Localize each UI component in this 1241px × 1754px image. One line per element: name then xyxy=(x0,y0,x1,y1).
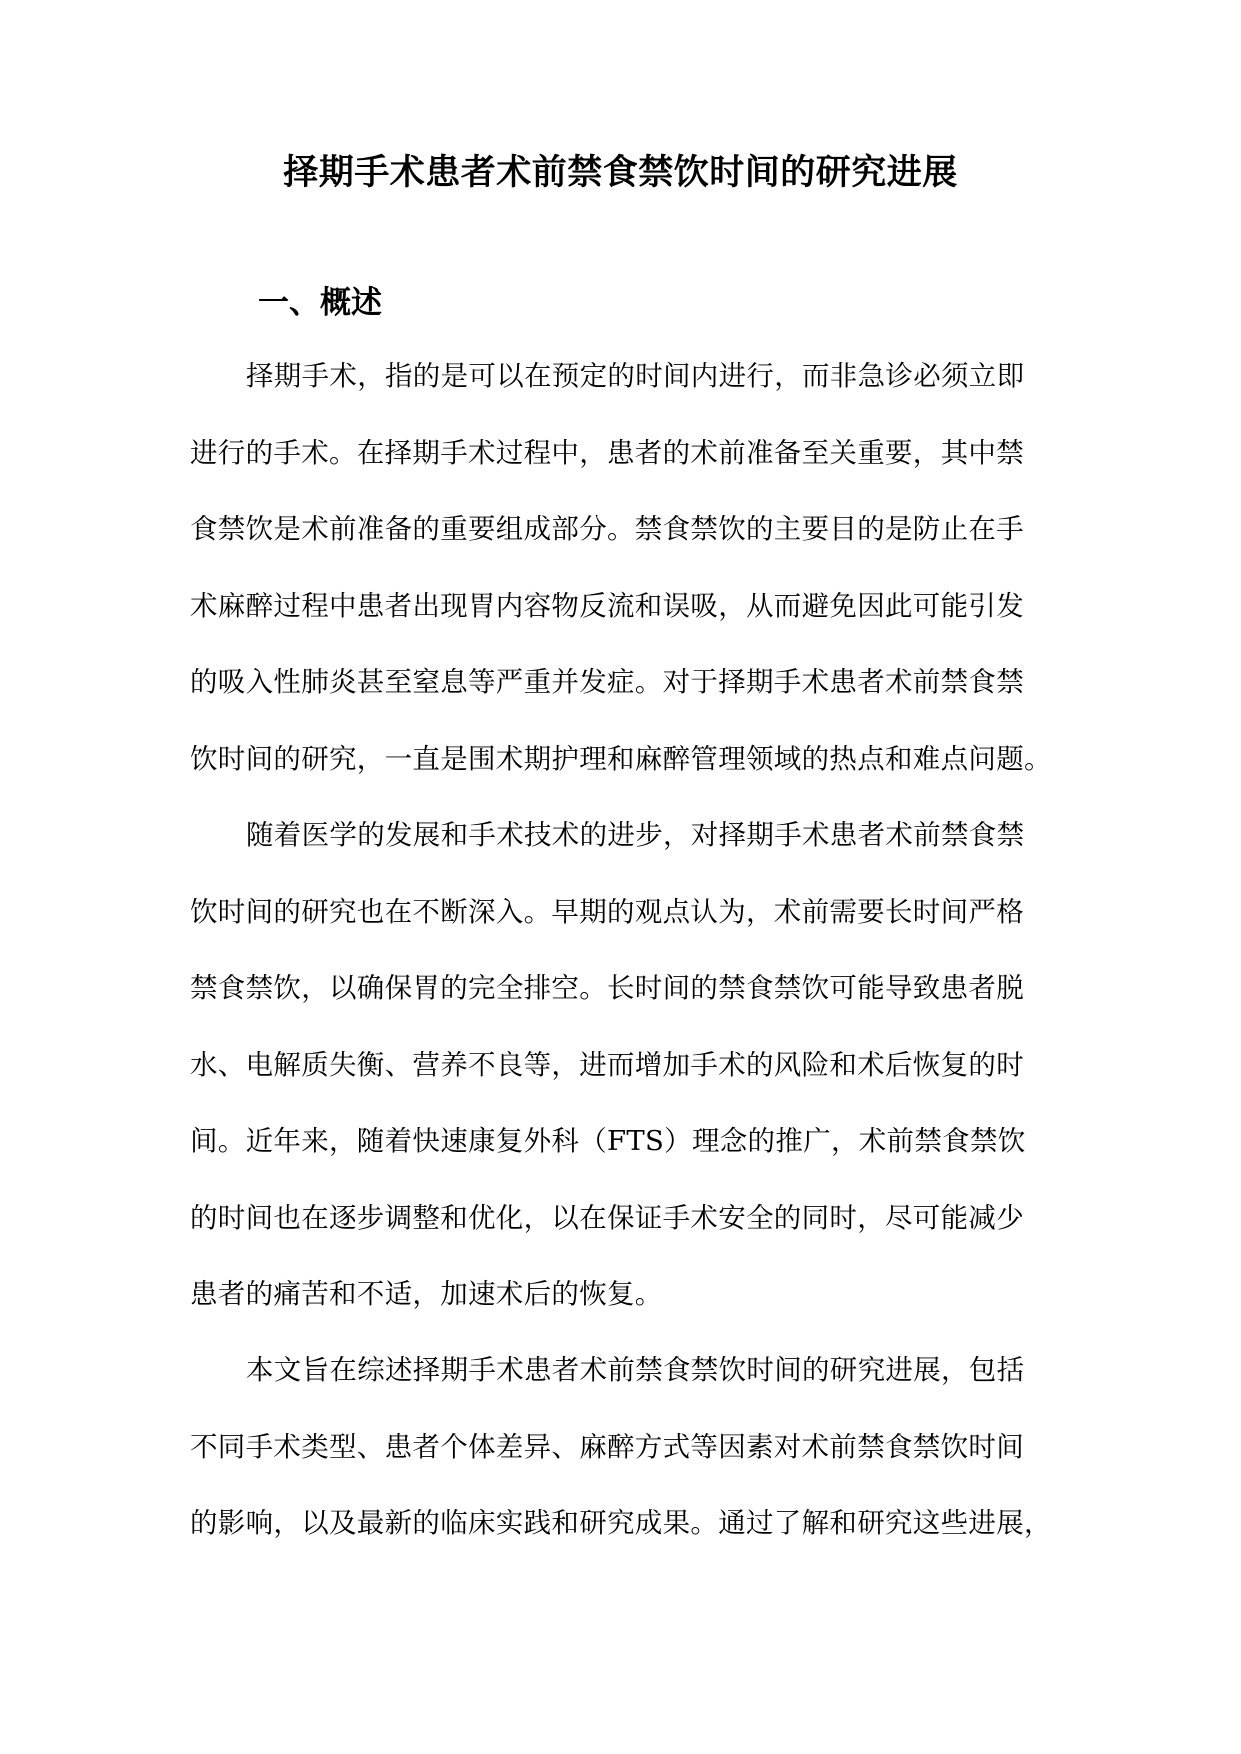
paragraph-line: 随着医学的发展和手术技术的进步，对择期手术患者术前禁食禁 xyxy=(246,819,1025,851)
paragraph-line: 术麻醉过程中患者出现胃内容物反流和误吸，从而避免因此可能引发 xyxy=(190,589,1024,622)
paragraph-line: 的影响，以及最新的临床实践和研究成果。通过了解和研究这些进展， xyxy=(190,1507,1052,1539)
paragraph-line: 本文旨在综述择期手术患者术前禁食禁饮时间的研究进展，包括 xyxy=(246,1354,1025,1386)
document-title: 择期手术患者术前禁食禁饮时间的研究进展 xyxy=(283,152,958,193)
paragraph-line: 的时间也在逐步调整和优化，以在保证手术安全的同时，尽可能减少 xyxy=(190,1201,1024,1234)
paragraph-line: 择期手术，指的是可以在预定的时间内进行，而非急诊必须立即 xyxy=(246,360,1025,392)
section-heading: 一、概述 xyxy=(258,285,382,321)
paragraph-line: 不同手术类型、患者个体差异、麻醉方式等因素对术前禁食禁饮时间 xyxy=(190,1430,1024,1463)
paragraph-2 xyxy=(190,797,1056,1333)
paragraph-line: 患者的痛苦和不适，加速术后的恢复。 xyxy=(190,1278,663,1310)
paragraph-line: 进行的手术。在择期手术过程中，患者的术前准备至关重要，其中禁 xyxy=(190,436,1024,469)
paragraph-line: 间。近年来，随着快速康复外科（FTS）理念的推广，术前禁食禁饮 xyxy=(190,1125,1026,1157)
paragraph-line: 饮时间的研究也在不断深入。早期的观点认为，术前需要长时间严格 xyxy=(190,895,1024,928)
paragraph-line: 水、电解质失衡、营养不良等，进而增加手术的风险和术后恢复的时 xyxy=(190,1048,1024,1081)
paragraph-line: 食禁饮是术前准备的重要组成部分。禁食禁饮的主要目的是防止在手 xyxy=(190,513,1024,545)
paragraph-3 xyxy=(190,1332,1056,1562)
paragraph-line: 的吸入性肺炎甚至窒息等严重并发症。对于择期手术患者术前禁食禁 xyxy=(190,666,1024,698)
paragraph-line: 禁食禁饮，以确保胃的完全排空。长时间的禁食禁饮可能导致患者脱 xyxy=(190,972,1024,1004)
paragraph-1 xyxy=(190,338,1056,797)
paragraph-line: 饮时间的研究，一直是围术期护理和麻醉管理领域的热点和难点问题。 xyxy=(190,742,1052,775)
